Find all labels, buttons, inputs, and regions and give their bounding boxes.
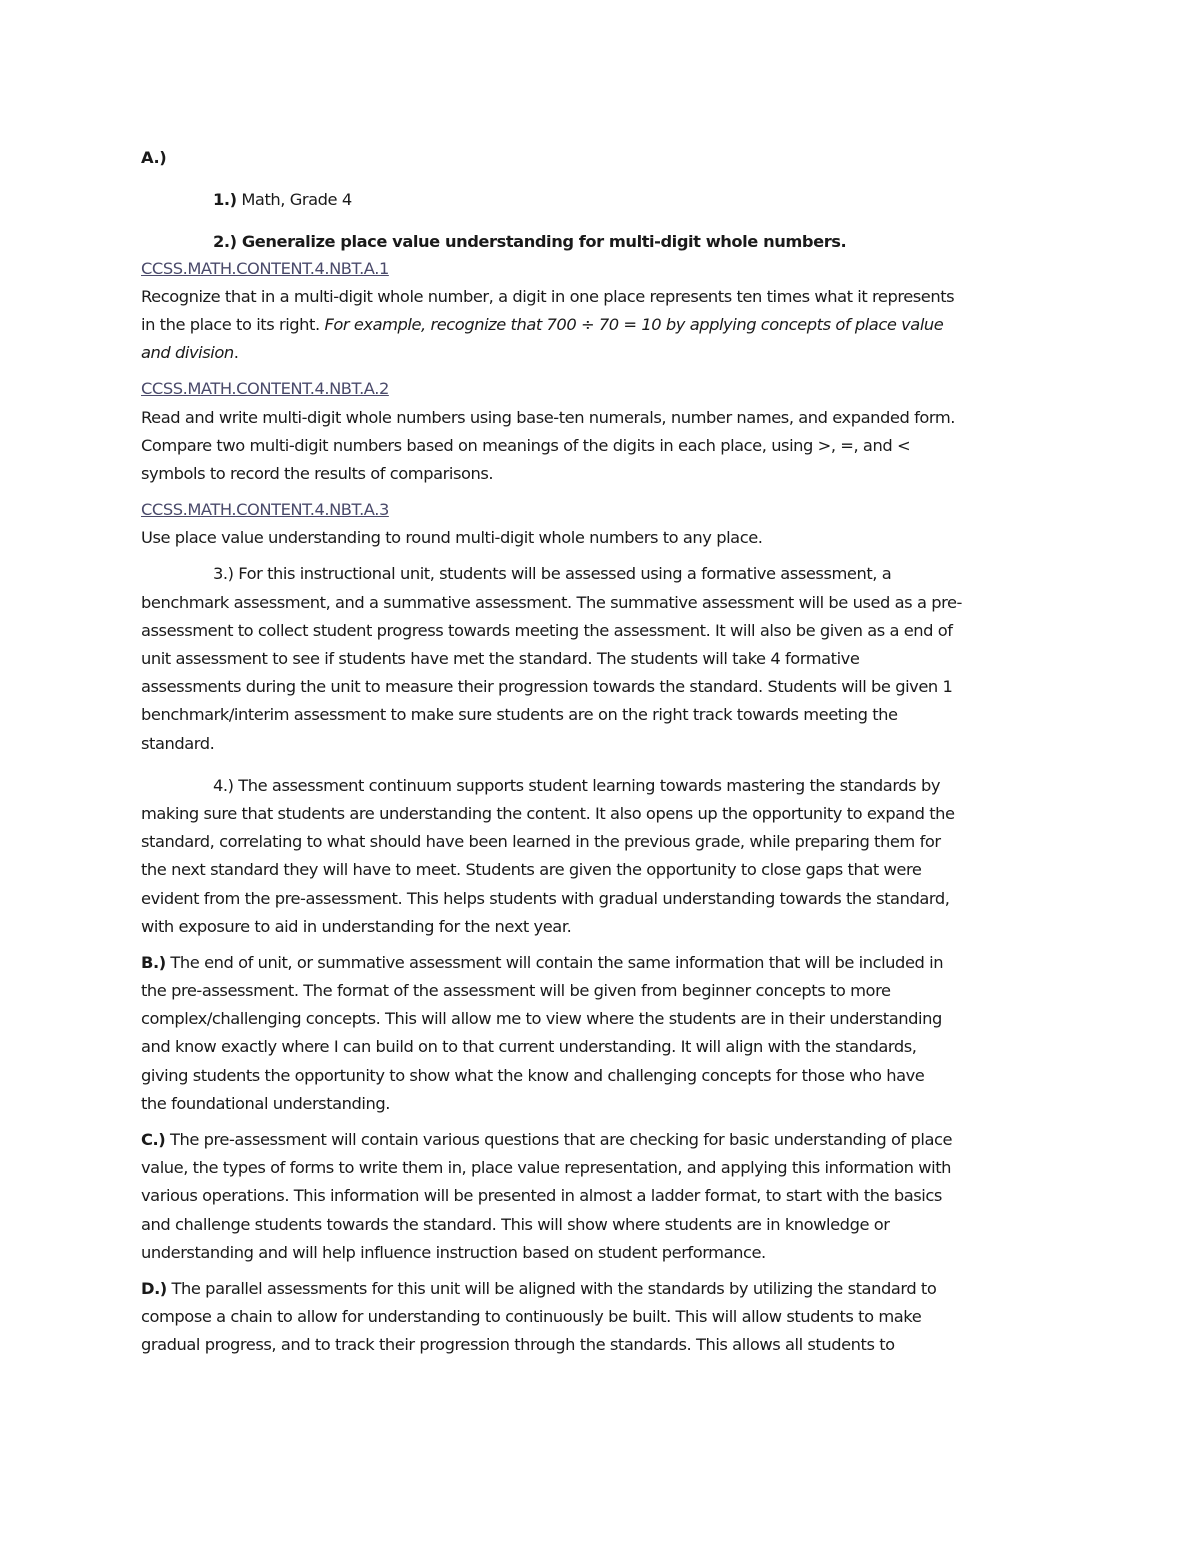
section-b-paragraph — [141, 949, 1065, 1118]
standard-1-period: . — [233, 343, 239, 363]
section-b-line: complex/challenging concepts. This will allow me to view where the students are in their understanding — [141, 1009, 942, 1029]
item-1 — [141, 186, 1065, 214]
section-b-line: the pre-assessment. The format of the assessment will be given from beginner concepts to more — [141, 981, 891, 1001]
standard-1-example: For example, recognize that 700 ÷ 70 = 10 by applying concepts of place value — [324, 314, 944, 334]
item-2-text: Generalize place value understanding for multi-digit whole numbers. — [236, 232, 847, 252]
section-c-label: C.) — [141, 1130, 166, 1149]
standard-1-link[interactable]: CCSS.MATH.CONTENT.4.NBT.A.1 — [141, 258, 389, 278]
item-3-line: benchmark assessment, and a summative assessment. The summative assessment will be used as a pre- — [141, 592, 962, 612]
section-b-line: the foundational understanding. — [141, 1093, 390, 1113]
section-b-first-line — [141, 949, 1065, 977]
standard-3-line: Use place value understanding to round multi-digit whole numbers to any place. — [141, 528, 763, 548]
item-1-text: Math, Grade 4 — [236, 190, 352, 210]
section-c-line: various operations. This information will be presented in almost a ladder format, to start with the basics — [141, 1186, 942, 1206]
section-c-line: understanding and will help influence instruction based on student performance. — [141, 1242, 766, 1262]
item-4-first-line — [141, 772, 1065, 800]
item-3-number: 3.) — [213, 564, 234, 584]
document-body — [141, 144, 1065, 1360]
section-d-label: D.) — [141, 1278, 167, 1298]
standard-1-line-2 — [141, 311, 1065, 339]
item-4-line: making sure that students are understanding the content. It also opens up the opportunity to expand the — [141, 803, 955, 823]
section-b-line: giving students the opportunity to show what the know and challenging concepts for those who have — [141, 1065, 925, 1085]
item-4-number: 4.) — [213, 775, 234, 795]
item-1-number: 1.) — [213, 190, 237, 210]
standard-2-text — [141, 404, 1065, 489]
item-3-first-text: For this instructional unit, students will be assessed using a formative assessment, a — [233, 564, 892, 584]
item-3-line: unit assessment to see if students have met the standard. The students will take 4 formative — [141, 649, 860, 668]
section-c-first-line — [141, 1126, 1065, 1154]
section-d-line: compose a chain to allow for understanding to continuously be built. This will allow students to make — [141, 1307, 922, 1327]
item-2-number: 2.) — [213, 232, 237, 252]
section-c-paragraph — [141, 1126, 1065, 1267]
section-a-label: A.) — [141, 148, 167, 167]
section-d-first-line — [141, 1275, 1065, 1303]
standard-2-line: Read and write multi-digit whole numbers using base-ten numerals, number names, and expanded form. — [141, 407, 955, 427]
item-4-paragraph — [141, 772, 1065, 941]
section-b-line: and know exactly where I can build on to that current understanding. It will align with the standards, — [141, 1037, 917, 1057]
item-4-line: with exposure to aid in understanding for the next year. — [141, 916, 572, 936]
item-3-line: assessment to collect student progress towards meeting the assessment. It will also be given as a end of — [141, 620, 953, 640]
section-c-first-text: The pre-assessment will contain various questions that are checking for basic understanding of place — [165, 1130, 953, 1149]
item-4-line: evident from the pre-assessment. This helps students with gradual understanding towards the standard, — [141, 888, 950, 908]
section-d-first-text: The parallel assessments for this unit will be aligned with the standards by utilizing the standard to — [166, 1278, 937, 1298]
item-3-line: assessments during the unit to measure their progression towards the standard. Students will be given 1 — [141, 677, 953, 697]
item-2-heading — [141, 228, 1065, 256]
standard-1-line-3 — [141, 339, 1065, 367]
section-c-line: value, the types of forms to write them in, place value representation, and applying this information with — [141, 1158, 952, 1178]
standard-2-line: Compare two multi-digit numbers based on meanings of the digits in each place, using >, =, and < — [141, 435, 911, 455]
item-3-paragraph — [141, 560, 1065, 757]
item-3-line: standard. — [141, 733, 215, 753]
standard-1-line-2-text: in the place to its right. — [141, 314, 325, 334]
item-3-line: benchmark/interim assessment to make sure students are on the right track towards meeting the — [141, 705, 898, 725]
section-c-line: and challenge students towards the standard. This will show where students are in knowledge or — [141, 1214, 890, 1234]
item-3-first-line — [141, 560, 1065, 588]
section-b-first-text: The end of unit, or summative assessment will contain the same information that will be included in — [165, 952, 944, 972]
section-b-label: B.) — [141, 952, 166, 972]
item-4-line: the next standard they will have to meet. Students are given the opportunity to close gaps that were — [141, 860, 922, 880]
standard-1-example-end: and division — [141, 343, 234, 363]
standard-2-link[interactable]: CCSS.MATH.CONTENT.4.NBT.A.2 — [141, 379, 389, 399]
item-4-line: standard, correlating to what should have been learned in the previous grade, while preparing them for — [141, 832, 941, 852]
section-d-line: gradual progress, and to track their progression through the standards. This allows all students to — [141, 1335, 895, 1355]
section-d-paragraph — [141, 1275, 1065, 1360]
item-4-first-text: The assessment continuum supports student learning towards mastering the standards by — [233, 775, 941, 795]
standard-2-line: symbols to record the results of comparisons. — [141, 463, 494, 483]
standard-3-link[interactable]: CCSS.MATH.CONTENT.4.NBT.A.3 — [141, 500, 389, 520]
standard-1-line-1: Recognize that in a multi-digit whole number, a digit in one place represents ten times what it represents — [141, 286, 955, 306]
